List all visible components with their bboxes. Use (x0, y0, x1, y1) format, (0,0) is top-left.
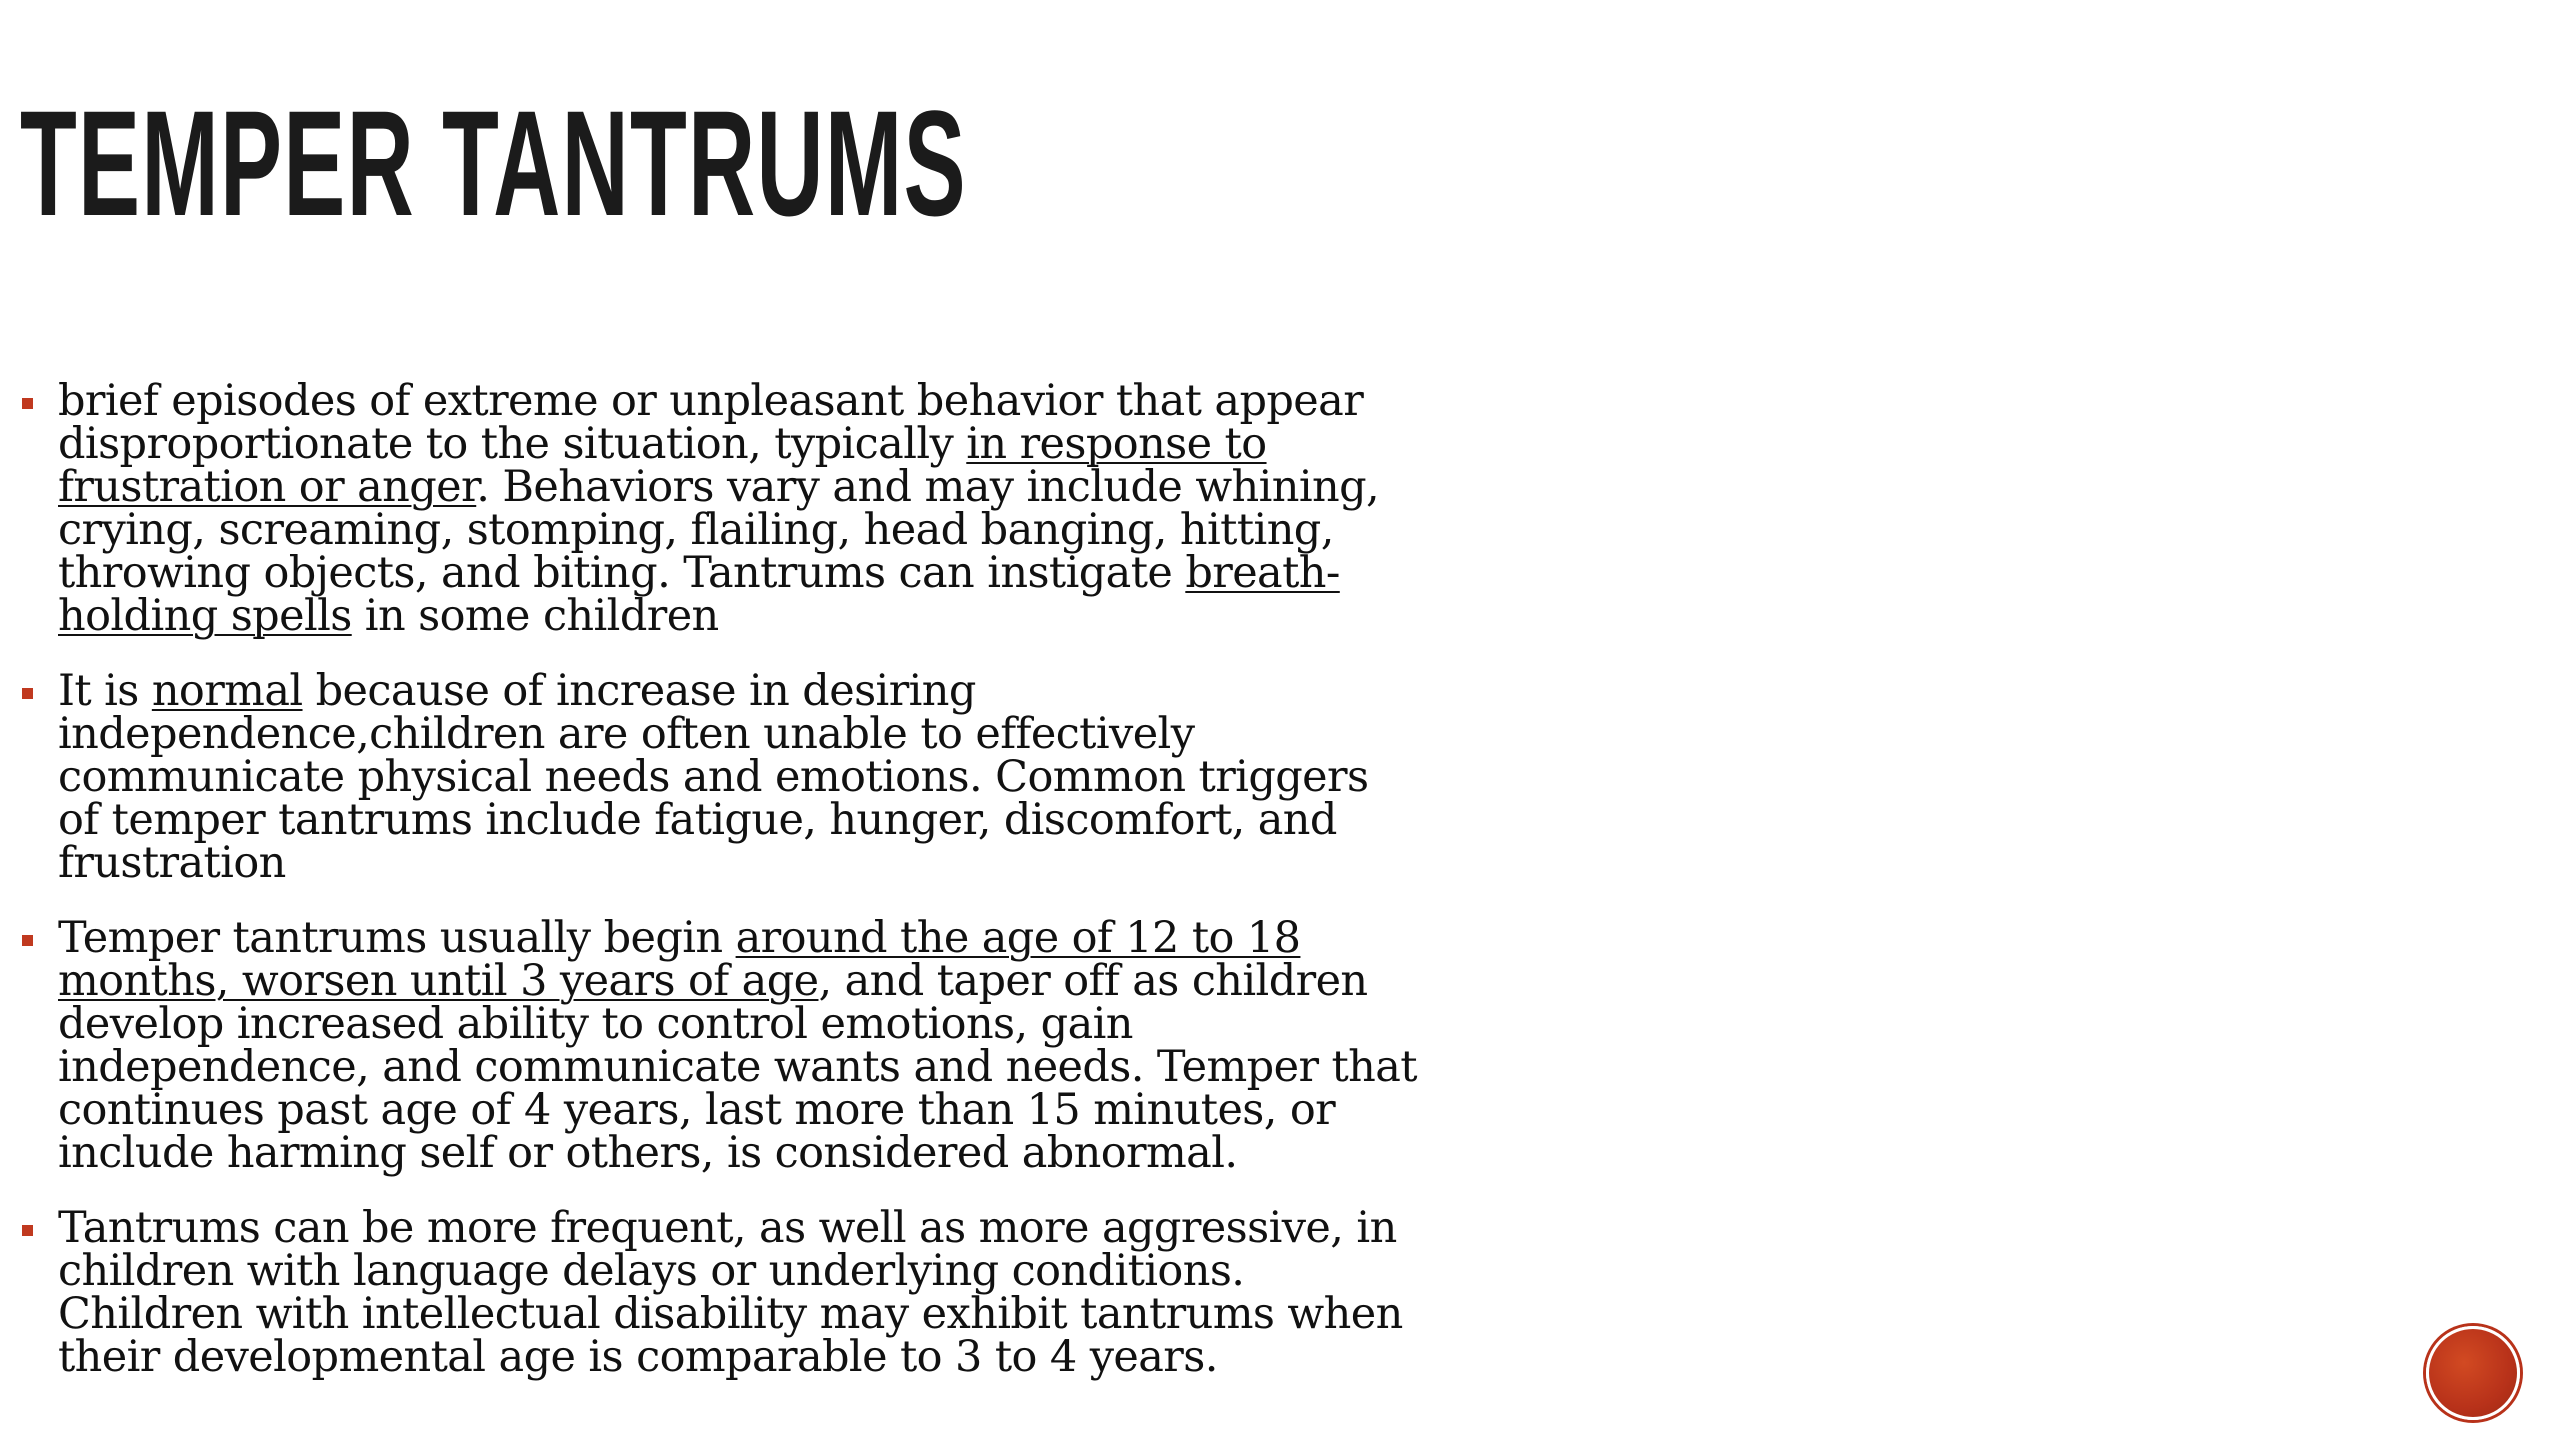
text-run: because of increase in desiring (302, 666, 976, 716)
slide-title: TEMPER TANTRUMS (20, 79, 967, 247)
text-run: include harming self or others, is considered abnormal. (58, 1128, 1238, 1178)
bullet-item (20, 666, 1580, 888)
bullet-line (58, 913, 1580, 963)
text-run: children with language delays or underlying conditions. (58, 1246, 1245, 1296)
bullet-marker-icon (22, 688, 33, 699)
text-run: of temper tantrums include fatigue, hunger, discomfort, and (58, 795, 1337, 845)
text-run: their developmental age is comparable to 3 to 4 years. (58, 1332, 1218, 1382)
underlined-term: frustration or anger (58, 462, 477, 512)
text-run: independence, and communicate wants and needs. Temper that (58, 1042, 1417, 1092)
bullet-line (58, 462, 1580, 512)
bullet-item (20, 1203, 1580, 1382)
underlined-term: breath- (1185, 548, 1340, 598)
bullet-marker-icon (22, 935, 33, 946)
bullet-text (58, 1203, 1580, 1382)
text-run: develop increased ability to control emotions, gain (58, 999, 1133, 1049)
bullet-line (58, 838, 1580, 888)
text-run: Tantrums can be more frequent, as well as more aggressive, in (58, 1203, 1397, 1253)
bullet-line (58, 1042, 1580, 1092)
bullet-list (20, 376, 1580, 1411)
text-run: communicate physical needs and emotions. Common triggers (58, 752, 1369, 802)
bullet-line (58, 752, 1580, 802)
underlined-term: normal (151, 666, 303, 716)
bullet-text (58, 376, 1580, 641)
bullet-line (58, 1246, 1580, 1296)
bullet-marker-icon (22, 1225, 33, 1236)
text-run: It is (58, 666, 152, 716)
bullet-marker-icon (22, 398, 33, 409)
text-run: Children with intellectual disability may exhibit tantrums when (58, 1289, 1403, 1339)
bullet-line (58, 666, 1580, 716)
bullet-line (58, 548, 1580, 598)
text-run: , and taper off as children (818, 956, 1368, 1006)
text-run: frustration (58, 838, 286, 888)
bullet-line (58, 1289, 1580, 1339)
bullet-line (58, 419, 1580, 469)
bullet-text (58, 666, 1580, 888)
bullet-line (58, 591, 1580, 641)
bullet-line (58, 1332, 1580, 1382)
bullet-line (58, 795, 1580, 845)
text-run: . Behaviors vary and may include whining, (476, 462, 1380, 512)
text-run: Temper tantrums usually begin (58, 913, 736, 963)
text-run: throwing objects, and biting. Tantrums can instigate (58, 548, 1186, 598)
bullet-line (58, 1128, 1580, 1178)
bullet-item (20, 913, 1580, 1178)
bullet-text (58, 913, 1580, 1178)
text-run: disproportionate to the situation, typically (58, 419, 967, 469)
bullet-line (58, 1085, 1580, 1135)
slide-nav-button[interactable] (2426, 1326, 2520, 1420)
bullet-line (58, 376, 1580, 426)
bullet-item (20, 376, 1580, 641)
underlined-term: in response to (966, 419, 1267, 469)
text-run: brief episodes of extreme or unpleasant behavior that appear (58, 376, 1364, 426)
bullet-line (58, 1203, 1580, 1253)
bullet-line (58, 709, 1580, 759)
underlined-term: holding spells (58, 591, 352, 641)
bullet-line (58, 505, 1580, 555)
text-run: crying, screaming, stomping, flailing, head banging, hitting, (58, 505, 1334, 555)
text-run: in some children (351, 591, 719, 641)
underlined-term: around the age of 12 to 18 (735, 913, 1301, 963)
text-run: continues past age of 4 years, last more than 15 minutes, or (58, 1085, 1336, 1135)
bullet-line (58, 956, 1580, 1006)
bullet-line (58, 999, 1580, 1049)
text-run: independence,children are often unable to effectively (58, 709, 1195, 759)
underlined-term: months, worsen until 3 years of age (58, 956, 819, 1006)
